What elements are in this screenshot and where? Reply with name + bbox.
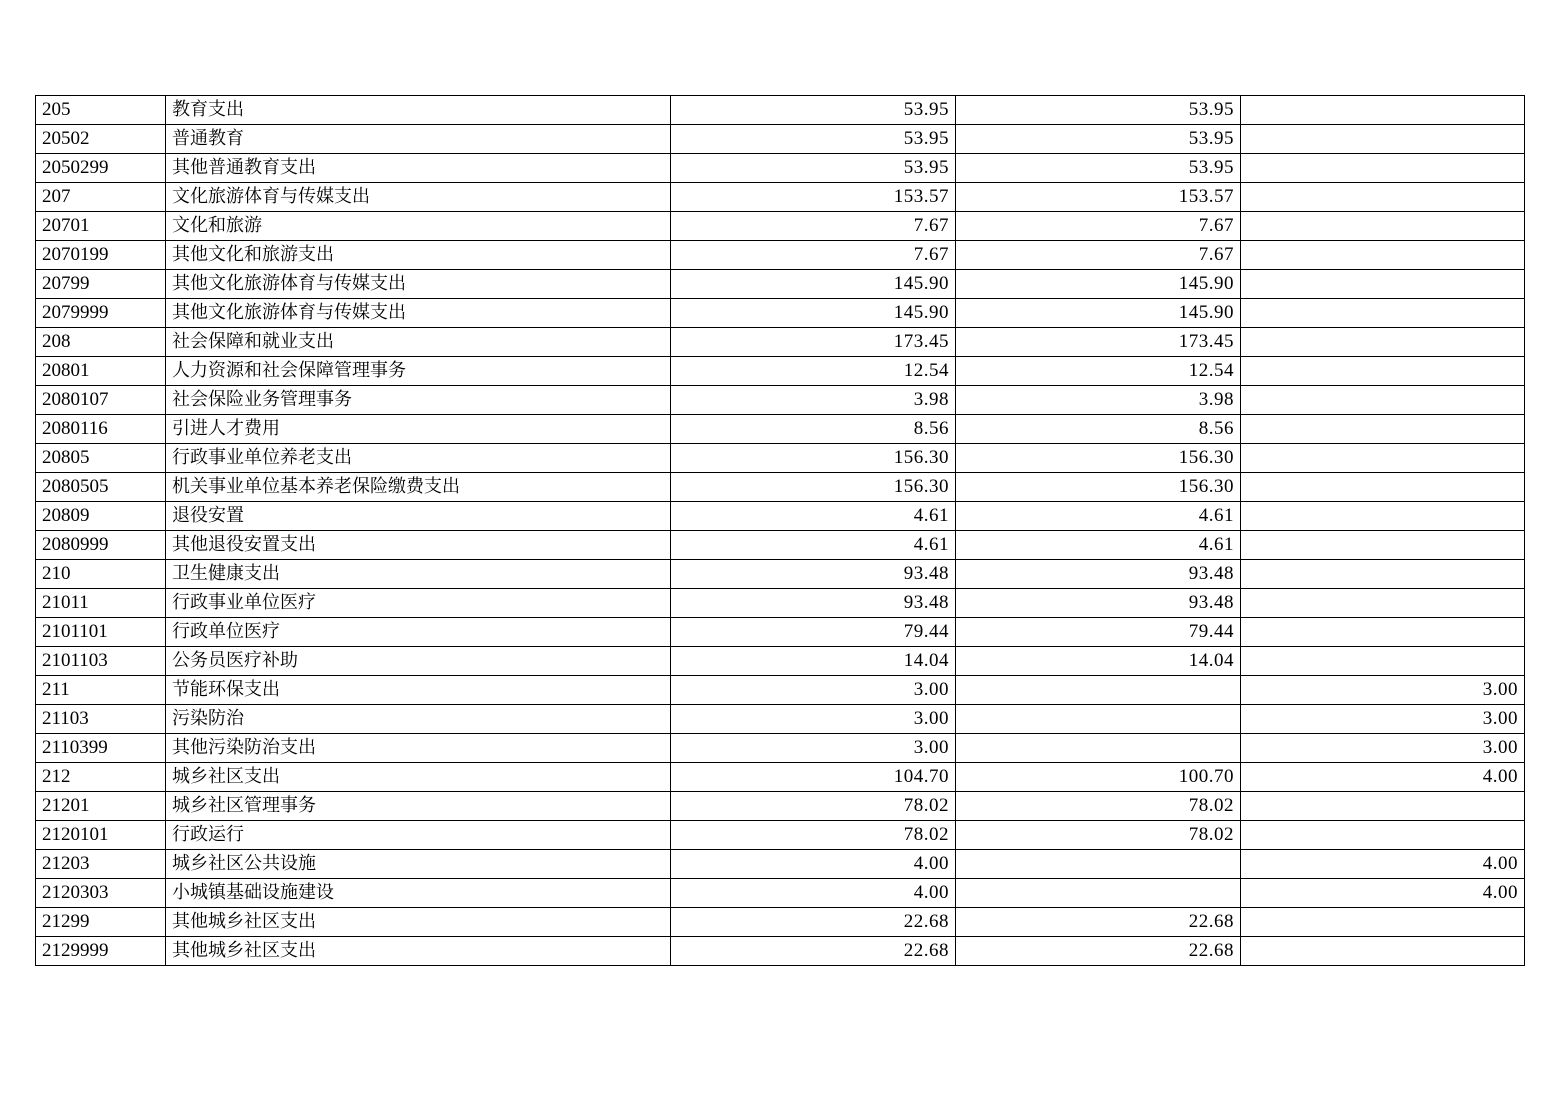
cell-item-name: 污染防治 — [166, 705, 671, 734]
cell-total-amount: 3.00 — [671, 676, 956, 705]
cell-total-amount: 93.48 — [671, 589, 956, 618]
cell-general-budget-amount: 22.68 — [956, 937, 1241, 966]
cell-total-amount: 53.95 — [671, 96, 956, 125]
cell-item-name: 文化旅游体育与传媒支出 — [166, 183, 671, 212]
cell-total-amount: 22.68 — [671, 937, 956, 966]
cell-fund-budget-amount — [1241, 531, 1525, 560]
cell-fund-budget-amount — [1241, 357, 1525, 386]
cell-code: 2080999 — [36, 531, 166, 560]
cell-fund-budget-amount — [1241, 473, 1525, 502]
cell-total-amount: 173.45 — [671, 328, 956, 357]
cell-item-name: 小城镇基础设施建设 — [166, 879, 671, 908]
cell-fund-budget-amount — [1241, 96, 1525, 125]
table-row — [36, 937, 1525, 966]
cell-item-name: 人力资源和社会保障管理事务 — [166, 357, 671, 386]
cell-total-amount: 4.61 — [671, 502, 956, 531]
cell-item-name: 普通教育 — [166, 125, 671, 154]
cell-fund-budget-amount — [1241, 415, 1525, 444]
cell-fund-budget-amount — [1241, 908, 1525, 937]
cell-general-budget-amount: 79.44 — [956, 618, 1241, 647]
cell-total-amount: 22.68 — [671, 908, 956, 937]
cell-total-amount: 3.00 — [671, 734, 956, 763]
cell-item-name: 社会保障和就业支出 — [166, 328, 671, 357]
budget-expenditure-table — [35, 95, 1525, 966]
cell-item-name: 其他文化旅游体育与传媒支出 — [166, 270, 671, 299]
cell-general-budget-amount: 8.56 — [956, 415, 1241, 444]
cell-code: 210 — [36, 560, 166, 589]
cell-code: 2120101 — [36, 821, 166, 850]
cell-general-budget-amount: 93.48 — [956, 560, 1241, 589]
cell-item-name: 城乡社区管理事务 — [166, 792, 671, 821]
cell-code: 20805 — [36, 444, 166, 473]
cell-general-budget-amount: 173.45 — [956, 328, 1241, 357]
cell-code: 2129999 — [36, 937, 166, 966]
cell-code: 20801 — [36, 357, 166, 386]
cell-fund-budget-amount: 3.00 — [1241, 734, 1525, 763]
cell-item-name: 节能环保支出 — [166, 676, 671, 705]
cell-general-budget-amount: 7.67 — [956, 241, 1241, 270]
cell-general-budget-amount: 153.57 — [956, 183, 1241, 212]
cell-total-amount: 4.61 — [671, 531, 956, 560]
cell-total-amount: 8.56 — [671, 415, 956, 444]
cell-code: 2079999 — [36, 299, 166, 328]
cell-code: 20701 — [36, 212, 166, 241]
cell-total-amount: 145.90 — [671, 299, 956, 328]
cell-code: 21201 — [36, 792, 166, 821]
cell-fund-budget-amount — [1241, 589, 1525, 618]
cell-fund-budget-amount — [1241, 125, 1525, 154]
table-row — [36, 415, 1525, 444]
cell-code: 211 — [36, 676, 166, 705]
cell-general-budget-amount: 156.30 — [956, 444, 1241, 473]
table-row — [36, 299, 1525, 328]
cell-general-budget-amount: 145.90 — [956, 270, 1241, 299]
cell-item-name: 城乡社区支出 — [166, 763, 671, 792]
table-row — [36, 386, 1525, 415]
cell-fund-budget-amount — [1241, 618, 1525, 647]
cell-code: 205 — [36, 96, 166, 125]
table-row — [36, 241, 1525, 270]
cell-general-budget-amount: 145.90 — [956, 299, 1241, 328]
cell-fund-budget-amount: 4.00 — [1241, 850, 1525, 879]
cell-general-budget-amount: 53.95 — [956, 96, 1241, 125]
table-row — [36, 589, 1525, 618]
cell-fund-budget-amount — [1241, 299, 1525, 328]
cell-fund-budget-amount: 3.00 — [1241, 705, 1525, 734]
cell-fund-budget-amount — [1241, 183, 1525, 212]
cell-general-budget-amount: 4.61 — [956, 531, 1241, 560]
cell-code: 2080116 — [36, 415, 166, 444]
cell-total-amount: 3.98 — [671, 386, 956, 415]
table-row — [36, 763, 1525, 792]
table-row — [36, 560, 1525, 589]
cell-code: 2080107 — [36, 386, 166, 415]
table-row — [36, 531, 1525, 560]
cell-fund-budget-amount — [1241, 386, 1525, 415]
table-row — [36, 705, 1525, 734]
cell-item-name: 其他文化旅游体育与传媒支出 — [166, 299, 671, 328]
cell-general-budget-amount: 93.48 — [956, 589, 1241, 618]
cell-code: 2070199 — [36, 241, 166, 270]
cell-item-name: 机关事业单位基本养老保险缴费支出 — [166, 473, 671, 502]
cell-fund-budget-amount — [1241, 444, 1525, 473]
cell-fund-budget-amount — [1241, 821, 1525, 850]
cell-fund-budget-amount — [1241, 241, 1525, 270]
table-row — [36, 444, 1525, 473]
cell-total-amount: 7.67 — [671, 212, 956, 241]
table-row — [36, 734, 1525, 763]
cell-total-amount: 93.48 — [671, 560, 956, 589]
cell-general-budget-amount: 12.54 — [956, 357, 1241, 386]
cell-total-amount: 78.02 — [671, 792, 956, 821]
cell-code: 21299 — [36, 908, 166, 937]
cell-fund-budget-amount — [1241, 328, 1525, 357]
cell-item-name: 行政运行 — [166, 821, 671, 850]
cell-general-budget-amount: 156.30 — [956, 473, 1241, 502]
cell-item-name: 教育支出 — [166, 96, 671, 125]
cell-total-amount: 153.57 — [671, 183, 956, 212]
table-row — [36, 618, 1525, 647]
cell-code: 2120303 — [36, 879, 166, 908]
cell-fund-budget-amount — [1241, 560, 1525, 589]
cell-item-name: 退役安置 — [166, 502, 671, 531]
cell-fund-budget-amount — [1241, 154, 1525, 183]
cell-fund-budget-amount: 4.00 — [1241, 763, 1525, 792]
cell-general-budget-amount: 14.04 — [956, 647, 1241, 676]
cell-general-budget-amount: 53.95 — [956, 154, 1241, 183]
cell-fund-budget-amount: 4.00 — [1241, 879, 1525, 908]
table-row — [36, 821, 1525, 850]
cell-item-name: 城乡社区公共设施 — [166, 850, 671, 879]
cell-code: 207 — [36, 183, 166, 212]
cell-general-budget-amount: 78.02 — [956, 821, 1241, 850]
cell-total-amount: 156.30 — [671, 444, 956, 473]
table-row — [36, 850, 1525, 879]
cell-item-name: 其他文化和旅游支出 — [166, 241, 671, 270]
cell-code: 2050299 — [36, 154, 166, 183]
cell-total-amount: 53.95 — [671, 154, 956, 183]
cell-fund-budget-amount — [1241, 937, 1525, 966]
cell-fund-budget-amount — [1241, 212, 1525, 241]
cell-item-name: 其他普通教育支出 — [166, 154, 671, 183]
cell-total-amount: 156.30 — [671, 473, 956, 502]
cell-code: 21011 — [36, 589, 166, 618]
table-row — [36, 357, 1525, 386]
cell-general-budget-amount: 4.61 — [956, 502, 1241, 531]
cell-item-name: 其他城乡社区支出 — [166, 908, 671, 937]
cell-total-amount: 79.44 — [671, 618, 956, 647]
cell-fund-budget-amount — [1241, 647, 1525, 676]
cell-total-amount: 104.70 — [671, 763, 956, 792]
cell-general-budget-amount — [956, 850, 1241, 879]
cell-item-name: 其他城乡社区支出 — [166, 937, 671, 966]
cell-code: 20799 — [36, 270, 166, 299]
cell-general-budget-amount: 100.70 — [956, 763, 1241, 792]
cell-total-amount: 53.95 — [671, 125, 956, 154]
cell-item-name: 公务员医疗补助 — [166, 647, 671, 676]
cell-code: 2110399 — [36, 734, 166, 763]
cell-general-budget-amount — [956, 705, 1241, 734]
cell-fund-budget-amount — [1241, 270, 1525, 299]
cell-code: 2080505 — [36, 473, 166, 502]
table-row — [36, 154, 1525, 183]
cell-code: 21103 — [36, 705, 166, 734]
cell-item-name: 行政事业单位养老支出 — [166, 444, 671, 473]
cell-fund-budget-amount — [1241, 792, 1525, 821]
table-row — [36, 473, 1525, 502]
cell-item-name: 卫生健康支出 — [166, 560, 671, 589]
cell-fund-budget-amount — [1241, 502, 1525, 531]
cell-item-name: 社会保险业务管理事务 — [166, 386, 671, 415]
table-body — [36, 96, 1525, 966]
cell-general-budget-amount — [956, 676, 1241, 705]
cell-item-name: 文化和旅游 — [166, 212, 671, 241]
cell-code: 21203 — [36, 850, 166, 879]
table-row — [36, 502, 1525, 531]
cell-total-amount: 12.54 — [671, 357, 956, 386]
cell-item-name: 引进人才费用 — [166, 415, 671, 444]
table-row — [36, 647, 1525, 676]
cell-total-amount: 3.00 — [671, 705, 956, 734]
table-row — [36, 879, 1525, 908]
cell-total-amount: 7.67 — [671, 241, 956, 270]
cell-general-budget-amount: 22.68 — [956, 908, 1241, 937]
cell-general-budget-amount: 78.02 — [956, 792, 1241, 821]
table-row — [36, 676, 1525, 705]
cell-general-budget-amount — [956, 879, 1241, 908]
cell-general-budget-amount: 3.98 — [956, 386, 1241, 415]
cell-fund-budget-amount: 3.00 — [1241, 676, 1525, 705]
cell-total-amount: 4.00 — [671, 850, 956, 879]
cell-total-amount: 14.04 — [671, 647, 956, 676]
cell-total-amount: 145.90 — [671, 270, 956, 299]
table-row — [36, 183, 1525, 212]
table-row — [36, 270, 1525, 299]
cell-item-name: 行政事业单位医疗 — [166, 589, 671, 618]
cell-item-name: 其他污染防治支出 — [166, 734, 671, 763]
cell-item-name: 行政单位医疗 — [166, 618, 671, 647]
cell-code: 208 — [36, 328, 166, 357]
cell-general-budget-amount: 7.67 — [956, 212, 1241, 241]
table-row — [36, 328, 1525, 357]
table-row — [36, 212, 1525, 241]
table-row — [36, 125, 1525, 154]
table-row — [36, 96, 1525, 125]
cell-code: 2101103 — [36, 647, 166, 676]
cell-code: 2101101 — [36, 618, 166, 647]
cell-item-name: 其他退役安置支出 — [166, 531, 671, 560]
cell-code: 212 — [36, 763, 166, 792]
table-row — [36, 908, 1525, 937]
table-row — [36, 792, 1525, 821]
cell-total-amount: 4.00 — [671, 879, 956, 908]
cell-total-amount: 78.02 — [671, 821, 956, 850]
cell-general-budget-amount: 53.95 — [956, 125, 1241, 154]
cell-general-budget-amount — [956, 734, 1241, 763]
cell-code: 20809 — [36, 502, 166, 531]
cell-code: 20502 — [36, 125, 166, 154]
